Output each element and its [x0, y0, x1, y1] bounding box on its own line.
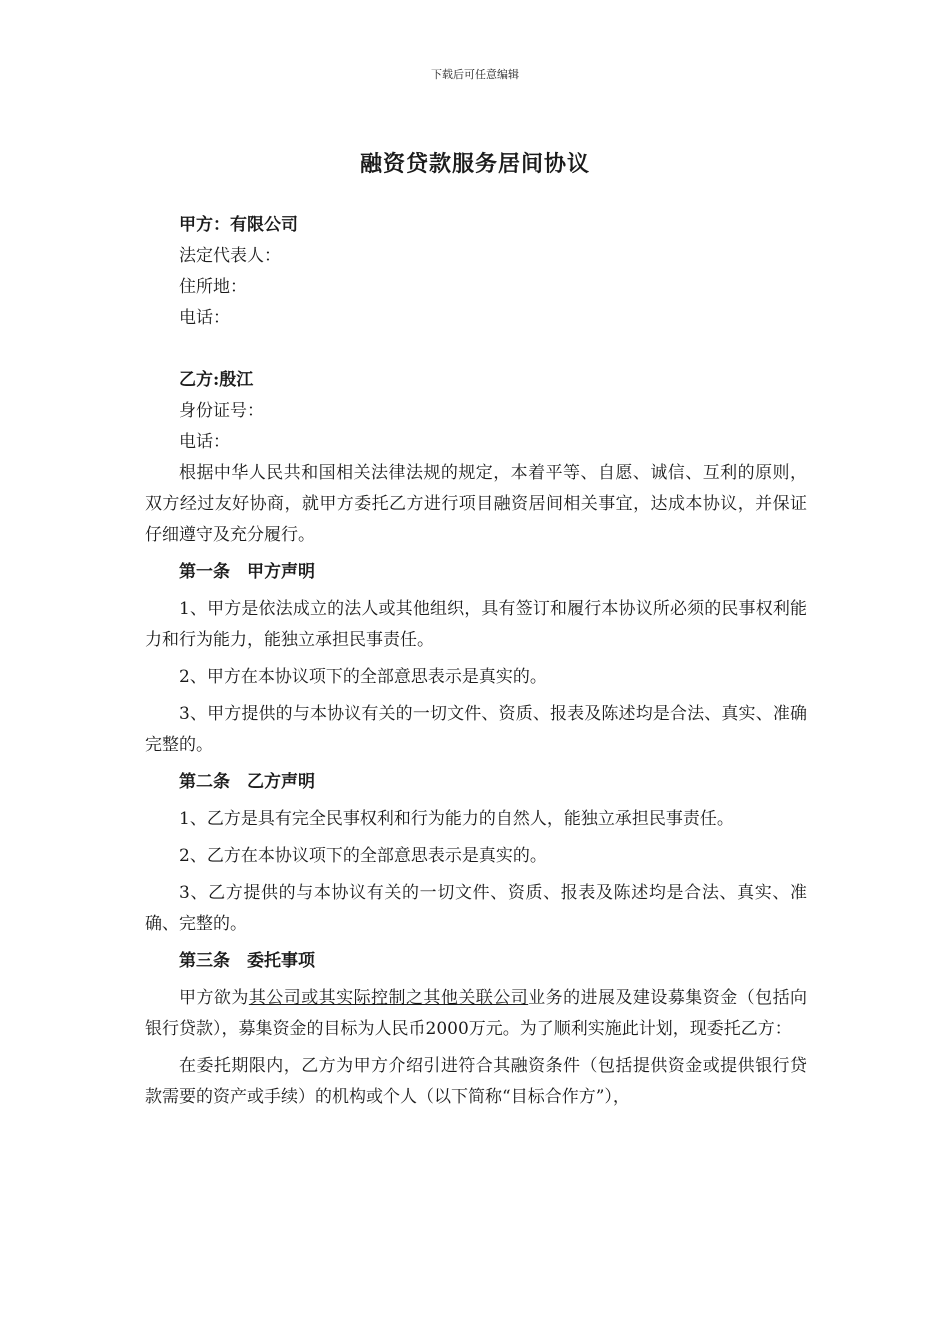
spacer — [145, 334, 807, 365]
article2-item-3: 3、乙方提供的与本协议有关的一切文件、资质、报表及陈述均是合法、真实、准确、完整的。 — [145, 883, 807, 934]
article3-para-1-post: 业务的进展及建设募集资金（包括向银行贷款），募集资金的目标为人民币2000万元。为了顺利实施此计划，现委托乙方： — [145, 988, 808, 1039]
party-a-address: 住所地： — [179, 277, 247, 297]
document-body — [145, 210, 807, 1119]
party-b-phone: 电话： — [179, 432, 230, 452]
party-b-label: 乙方:殷江 — [179, 370, 254, 390]
article2-item-1: 1、乙方是具有完全民事权利和行为能力的自然人，能独立承担民事责任。 — [179, 809, 734, 829]
page-title: 融资贷款服务居间协议 — [359, 151, 590, 177]
article2-item-2: 2、乙方在本协议项下的全部意思表示是真实的。 — [179, 846, 547, 866]
article1-item-3: 3、甲方提供的与本协议有关的一切文件、资质、报表及陈述均是合法、真实、准确完整的。 — [145, 704, 807, 755]
party-a-rep: 法定代表人： — [179, 246, 281, 266]
article2-heading: 第二条 乙方声明 — [179, 772, 315, 792]
article3-para-1-pre: 甲方欲为 — [179, 988, 249, 1008]
article3-underlined-text: 其公司或其实际控制之其他关联公司 — [248, 988, 529, 1008]
article1-heading: 第一条 甲方声明 — [179, 562, 315, 582]
party-a-phone: 电话： — [179, 308, 230, 328]
article3-para-2: 在委托期限内，乙方为甲方介绍引进符合其融资条件（包括提供资金或提供银行贷款需要的资产或手续）的机构或个人（以下简称“目标合作方”）， — [145, 1056, 807, 1107]
party-b-id: 身份证号： — [179, 401, 264, 421]
preamble: 根据中华人民共和国相关法律法规的规定，本着平等、自愿、诚信、互利的原则，双方经过友好协商，就甲方委托乙方进行项目融资居间相关事宜，达成本协议，并保证仔细遵守及充分履行。 — [145, 463, 807, 545]
article3-para-1 — [145, 983, 807, 1045]
article3-heading: 第三条 委托事项 — [179, 951, 315, 971]
article1-item-2: 2、甲方在本协议项下的全部意思表示是真实的。 — [179, 667, 547, 687]
party-a-label: 甲方：有限公司 — [179, 215, 298, 235]
article1-item-1: 1、甲方是依法成立的法人或其他组织，具有签订和履行本协议所必须的民事权利能力和行为能力，能独立承担民事责任。 — [145, 599, 807, 650]
header-note: 下载后可任意编辑 — [431, 68, 519, 81]
